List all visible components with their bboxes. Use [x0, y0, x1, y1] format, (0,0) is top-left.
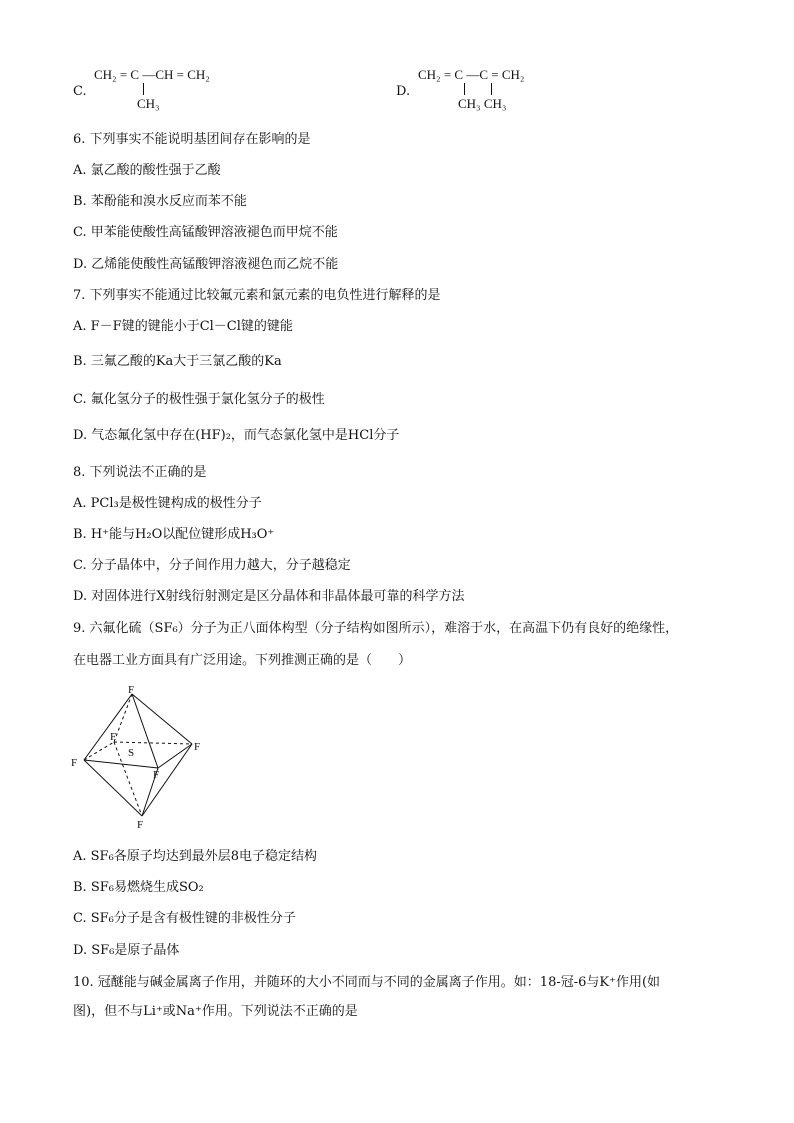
option-d-branch: CH₃ CH₃ [458, 96, 507, 111]
option-d-main-chain: CH₂ = C —C = CH₂ [418, 67, 525, 82]
q9-option-a: A. SF₆各原子均达到最外层8电子稳定结构 [73, 849, 318, 864]
edge-top-left [84, 694, 135, 760]
edge-back-right [114, 742, 192, 744]
atom-f-back: F [110, 731, 117, 743]
edge-front-right [158, 744, 192, 768]
edge-left-back [84, 742, 114, 760]
q6-option-d: D. 乙烯能使酸性高锰酸钾溶液褪色而乙烷不能 [73, 257, 339, 272]
edge-left-bottom [84, 760, 142, 816]
q6-option-a: A. 氯乙酸的酸性强于乙酸 [73, 163, 221, 178]
q7-stem: 7. 下列事实不能通过比较氟元素和氯元素的电负性进行解释的是 [73, 288, 441, 303]
q6-option-c: C. 甲苯能使酸性高锰酸钾溶液褪色而甲烷不能 [73, 225, 338, 240]
option-c-branch: CH₃ [137, 96, 160, 111]
q9-option-c: C. SF₆分子是含有极性键的非极性分子 [73, 911, 296, 926]
q8-option-c: C. 分子晶体中，分子间作用力越大，分子越稳定 [73, 558, 351, 573]
option-d-bond-2 [491, 83, 492, 95]
q7-option-c: C. 氟化氢分子的极性强于氯化氢分子的极性 [73, 392, 325, 407]
atom-f-right: F [194, 741, 201, 753]
q9-option-d: D. SF₆是原子晶体 [73, 943, 180, 958]
edge-right-bottom [142, 744, 192, 816]
q6-stem: 6. 下列事实不能说明基团间存在影响的是 [73, 132, 311, 147]
option-d-label: D. [396, 84, 411, 99]
atom-f-top: F [128, 684, 135, 696]
q6-option-b: B. 苯酚能和溴水反应而苯不能 [73, 194, 247, 209]
option-c-main-chain: CH₂ = C —CH = CH₂ [94, 67, 210, 82]
atom-s-center: S [128, 747, 135, 759]
atom-f-left: F [71, 757, 78, 769]
q10-stem-line-2: 图)，但不与Li⁺或Na⁺作用。下列说法不正确的是 [73, 1004, 358, 1019]
option-c-bond [143, 83, 144, 95]
option-d-bond-1 [464, 83, 465, 95]
atom-f-bottom: F [137, 819, 144, 831]
q7-option-a: A. F－F键的键能小于Cl－Cl键的键能 [73, 319, 293, 334]
q8-option-b: B. H⁺能与H₂O以配位键形成H₃O⁺ [73, 527, 275, 542]
atom-f-front: F [153, 769, 160, 781]
q7-option-d: D. 气态氟化氢中存在(HF)₂，而气态氯化氢中是HCl分子 [73, 428, 400, 443]
q9-stem-line-1: 9. 六氟化硫（SF₆）分子为正八面体构型（分子结构如图所示），难溶于水，在高温下仍有良好的绝缘性， [73, 621, 679, 636]
option-c-label: C. [73, 84, 87, 99]
q7-option-b: B. 三氟乙酸的Ka大于三氯乙酸的Ka [73, 354, 282, 369]
q10-stem-line-1: 10. 冠醚能与碱金属离子作用，并随环的大小不同而与不同的金属离子作用。如：18-冠-6与K⁺作用(如 [73, 975, 661, 990]
edge-top-back [114, 694, 132, 742]
q8-option-a: A. PCl₃是极性键构成的极性分子 [73, 496, 262, 511]
sf6-octahedron-figure [70, 684, 210, 834]
q9-stem-line-2: 在电器工业方面具有广泛用途。下列推测正确的是（ ） [73, 653, 412, 668]
q9-option-b: B. SF₆易燃烧生成SO₂ [73, 880, 204, 895]
q8-stem: 8. 下列说法不正确的是 [73, 465, 207, 480]
q8-option-d: D. 对固体进行X射线衍射测定是区分晶体和非晶体最可靠的科学方法 [73, 589, 465, 604]
